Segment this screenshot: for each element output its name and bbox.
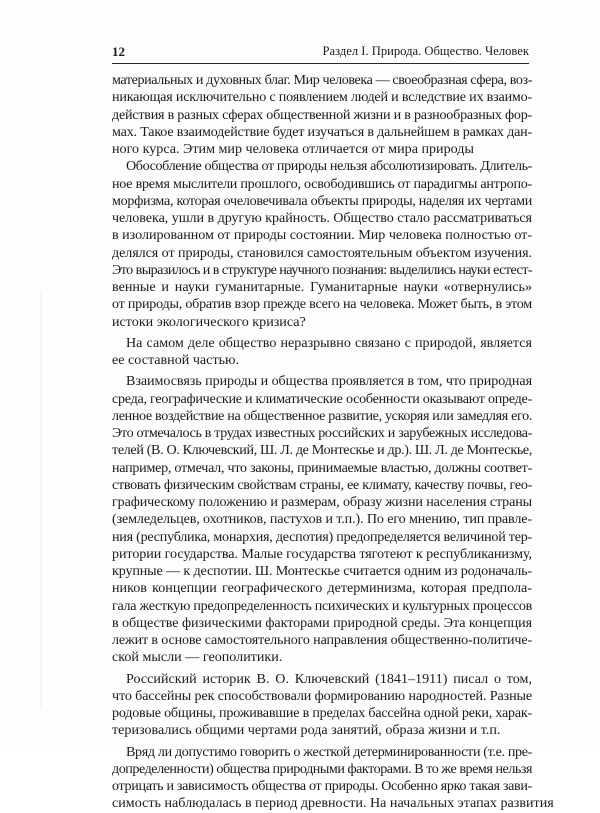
text-line: отрицать и зависимость общества от природы. Особенно ярко такая зави-: [112, 778, 532, 794]
text-line: ской мысли — геополитики.: [112, 649, 283, 666]
text-line: допределенности) общества природными факторами. В то же время нельзя: [112, 760, 532, 777]
text-line: крупные — к деспотии. Ш. Монтескье считается одним из родоначаль-: [112, 563, 532, 579]
text-line: Взаимосвязь природы и общества проявляется в том, что природная: [126, 373, 532, 390]
text-line: в обществе физическими факторами природной среды. Эта концепция: [112, 614, 532, 631]
text-line: Обособление общества от природы нельзя абсолютизировать. Длитель-: [126, 158, 532, 175]
text-line: от природы, обратив взор прежде всего на человека. Может быть, в этом: [112, 296, 532, 313]
text-line: теризовались общими чертами рода занятий, образа жизни и т.п.: [112, 722, 501, 739]
text-line: ников концепции географического детерминизма, которая предпола-: [112, 580, 532, 597]
text-line: лежит в основе самостоятельного направления общественно-политиче-: [112, 632, 532, 648]
text-line: На самом деле общество неразрывно связано с природой, является: [126, 334, 532, 351]
text-line: Это выразилось и в структуре научного познания: выделились науки естест-: [112, 261, 533, 278]
paragraph: [112, 335, 532, 370]
text-line: среда, географические и климатические особенности оказывают опреде-: [112, 390, 532, 407]
text-line: ствовать физическим свойствам страны, ее климату, качеству почвы, гео-: [112, 476, 532, 493]
text-line: действия в разных сферах общественной жизни и в разнообразных фор-: [112, 106, 532, 123]
page-number: 12: [112, 44, 125, 59]
text-line: ния (республика, монархия, деспотия) предопределяется величиной тер-: [112, 528, 532, 545]
page-header: [112, 41, 529, 64]
text-line: материальных и духовных благ. Мир человека — своеобразная сфера, воз-: [112, 72, 532, 88]
text-line: ное время мыслители прошлого, освободившись от парадигмы антропо-: [112, 175, 532, 192]
body-text: [112, 72, 554, 813]
text-line: Это отмечалось в трудах известных российских и зарубежных исследова-: [112, 425, 532, 441]
paragraph: [112, 743, 554, 813]
text-line: симость наблюдалась в период древности. На начальных этапах развития: [112, 795, 554, 812]
paragraph: [112, 72, 532, 158]
text-line: гала жесткую предопределенность психических и культурных процессов: [112, 597, 532, 614]
text-line: Российский историк В. О. Ключевский (1841–1911) писал о том,: [126, 670, 532, 687]
text-line: никающая исключительно с появлением людей и вследствие их взаимо-: [112, 89, 532, 106]
text-line: ного курса. Этим мир человека отличается от мира природы: [112, 141, 474, 157]
text-line: венные и науки гуманитарные. Гуманитарные науки «отвернулись»: [112, 279, 532, 295]
text-line: Вряд ли допустимо говорить о жесткой детерминированности (т.е. пре-: [126, 743, 532, 760]
text-line: ритории государства. Малые государства тяготеют к республиканизму,: [112, 545, 533, 562]
paragraph: [112, 671, 532, 740]
page-shadow: [40, 290, 42, 710]
paragraph: [112, 373, 532, 666]
text-line: ленное воздействие на общественное развитие, ускоряя или замедляя его.: [112, 407, 532, 424]
paragraph: [112, 158, 532, 331]
text-line: родовые общины, проживавшие в пределах бассейна одной реки, харак-: [112, 705, 532, 721]
text-line: ее составной частью.: [112, 352, 240, 368]
text-line: (земледельцев, охотников, пастухов и т.п.). По его мнению, тип правле-: [112, 511, 532, 528]
text-line: что бассейны рек способствовали формированию народностей. Разные: [112, 687, 532, 704]
text-line: делялся от природы, становился самостоятельным объектом изучения.: [112, 244, 532, 261]
text-line: графическому положению и размерам, образу жизни населения страны: [112, 494, 532, 510]
text-line: человека, ушли в другую крайность. Общество стало рассматриваться: [112, 210, 532, 226]
text-line: например, отмечал, что законы, принимаемые властью, должны соответ-: [112, 459, 532, 476]
text-line: в изолированном от природы состоянии. Мир человека полностью от-: [112, 227, 532, 244]
text-line: истоки экологического кризиса?: [112, 313, 306, 330]
running-head: Раздел I. Природа. Общество. Человек: [322, 44, 529, 58]
text-line: морфизма, которая очеловечивала объекты природы, наделяя их чертами: [112, 192, 532, 209]
text-line: телей (В. О. Ключевский, Ш. Л. де Монтескье и др.). Ш. Л. де Монтескье,: [112, 442, 532, 459]
text-line: мах. Такое взаимодействие будет изучаться в дальнейшем в рамках дан-: [112, 123, 532, 140]
